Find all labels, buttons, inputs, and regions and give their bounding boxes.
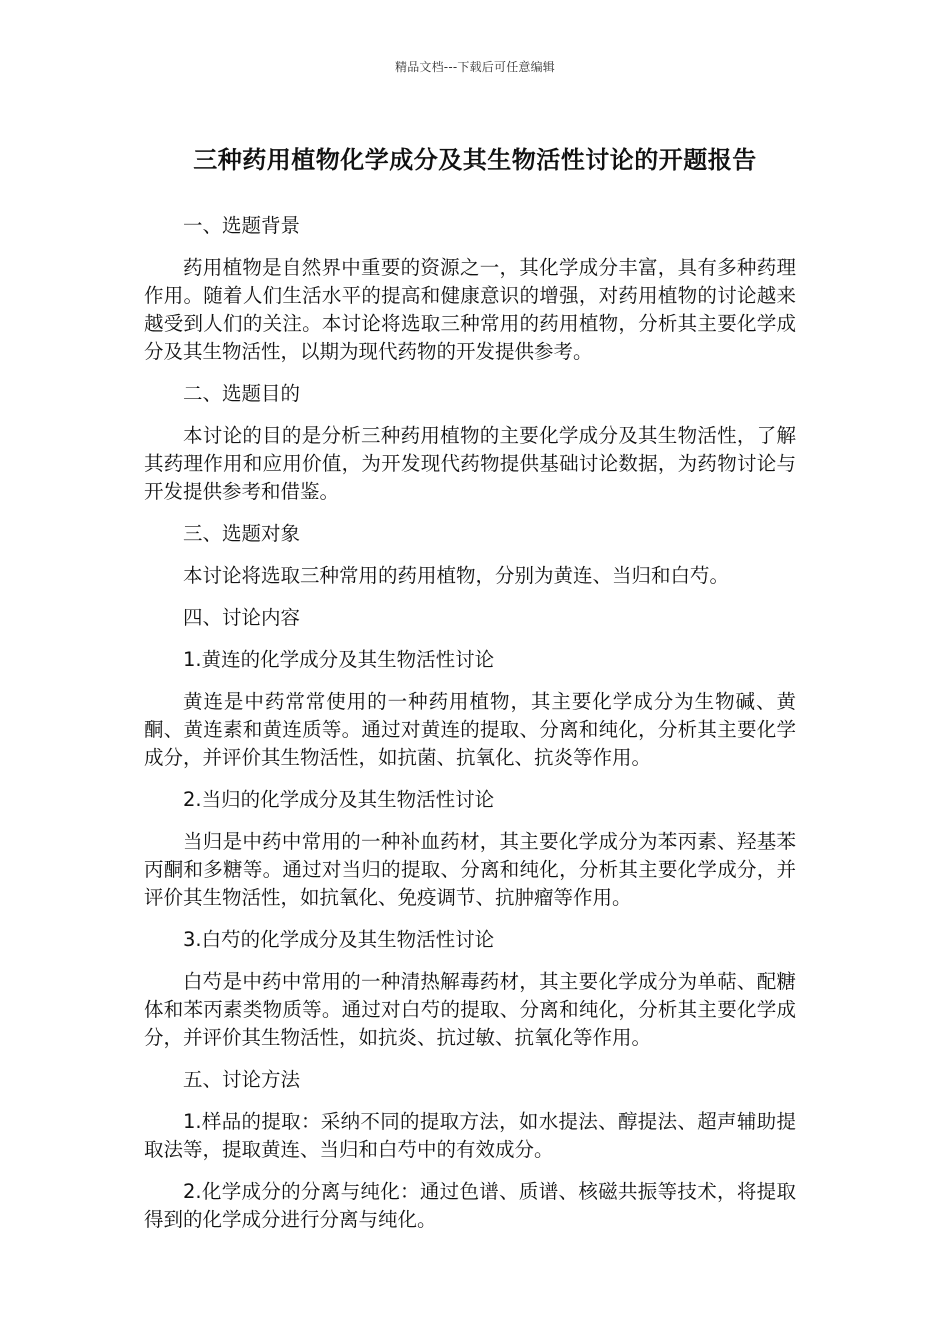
paragraph-purpose: 本讨论的目的是分析三种药用植物的主要化学成分及其生物活性，了解其药理作用和应用价值，为开发现代药物提供基础讨论数据，为药物讨论与开发提供参考和借鉴。 [144,424,796,503]
document-title: 三种药用植物化学成分及其生物活性讨论的开题报告 [193,146,757,174]
section-heading-background: 一、选题背景 [183,214,301,237]
header-note: 精品文档---下载后可任意编辑 [395,60,555,74]
section-heading-content: 四、讨论内容 [183,606,301,629]
paragraph-danggui: 当归是中药中常用的一种补血药材，其主要化学成分为苯丙素、羟基苯丙酮和多糖等。通过对当归的提取、分离和纯化，分析其主要化学成分，并评价其生物活性，如抗氧化、免疫调节、抗肿瘤等作用。 [144,830,796,909]
document-body [144,212,796,1248]
section-heading-methods: 五、讨论方法 [183,1068,301,1091]
section-heading-subject: 三、选题对象 [183,522,301,545]
paragraph-huanglian: 黄连是中药常常使用的一种药用植物，其主要化学成分为生物碱、黄酮、黄连素和黄连质等。通过对黄连的提取、分离和纯化，分析其主要化学成分，并评价其生物活性，如抗菌、抗氧化、抗炎等作用。 [144,690,796,769]
subheading-baishao: 3.白芍的化学成分及其生物活性讨论 [183,928,495,951]
paragraph-baishao: 白芍是中药中常用的一种清热解毒药材，其主要化学成分为单萜、配糖体和苯丙素类物质等。通过对白芍的提取、分离和纯化，分析其主要化学成分，并评价其生物活性，如抗炎、抗过敏、抗氧化等作用。 [144,970,796,1049]
subheading-huanglian: 1.黄连的化学成分及其生物活性讨论 [183,648,495,671]
subheading-danggui: 2.当归的化学成分及其生物活性讨论 [183,788,495,811]
paragraph-background: 药用植物是自然界中重要的资源之一，其化学成分丰富，具有多种药理作用。随着人们生活水平的提高和健康意识的增强，对药用植物的讨论越来越受到人们的关注。本讨论将选取三种常用的药用植物，分析其主要化学成分及其生物活性，以期为现代药物的开发提供参考。 [144,256,796,363]
paragraph-subject: 本讨论将选取三种常用的药用植物，分别为黄连、当归和白芍。 [183,564,730,587]
section-heading-purpose: 二、选题目的 [183,382,301,405]
paragraph-method-extraction: 1.样品的提取：采纳不同的提取方法，如水提法、醇提法、超声辅助提取法等，提取黄连、当归和白芍中的有效成分。 [144,1110,796,1161]
paragraph-method-separation: 2.化学成分的分离与纯化：通过色谱、质谱、核磁共振等技术，将提取得到的化学成分进行分离与纯化。 [144,1180,796,1231]
